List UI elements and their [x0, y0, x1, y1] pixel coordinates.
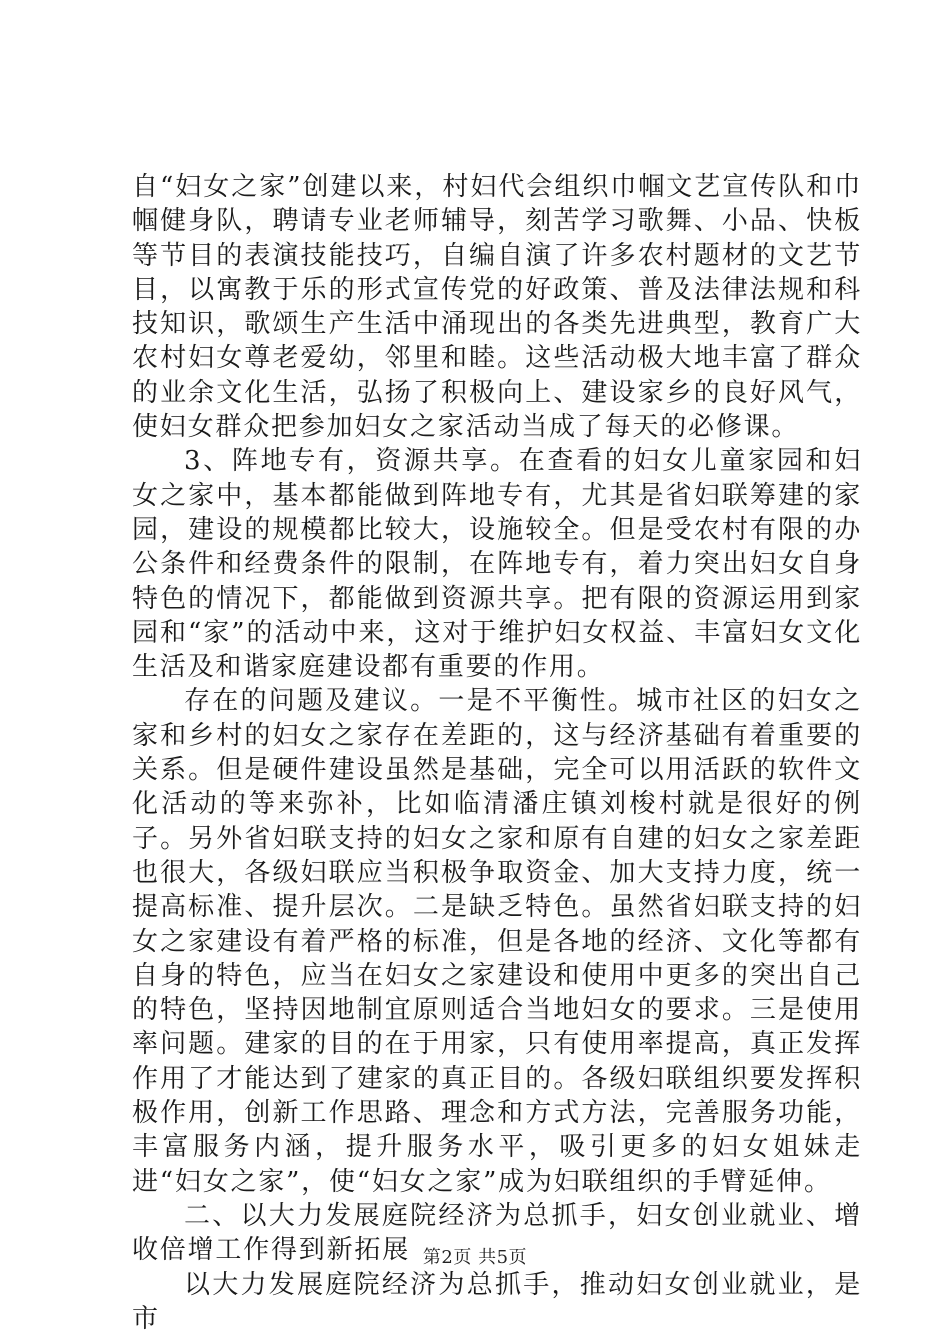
paragraph-problems-suggestions: 存在的问题及建议。一是不平衡性。城市社区的妇女之家和乡村的妇女之家存在差距的，这与经济基础有着重要的关系。但是硬件建设虽然是基础，完全可以用活跃的软件文化活动的等来弥补，比如临清潘庄镇刘梭村就是很好的例子。另外省妇联支持的妇女之家和原有自建的妇女之家差距也很大，各级妇联应当积极争取资金、加大支持力度，统一提高标准、提升层次。二是缺乏特色。虽然省妇联支持的妇女之家建设有着严格的标准，但是各地的经济、文化等都有自身的特色，应当在妇女之家建设和使用中更多的突出自己的特色，坚持因地制宜原则适合当地妇女的要求。三是使用率问题。建家的目的在于用家，只有使用率提高，真正发挥作用了才能达到了建家的真正目的。各级妇联组织要发挥积极作用，创新工作思路、理念和方式方法，完善服务功能，丰富服务内涵，提升服务水平，吸引更多的妇女姐妹走进“妇女之家”，使“妇女之家”成为妇联组织的手臂延伸。: [132, 686, 862, 1197]
paragraph-resource-sharing: 3、阵地专有，资源共享。在查看的妇女儿童家园和妇女之家中，基本都能做到阵地专有，尤其是省妇联筹建的家园，建设的规模都比较大，设施较全。但是受农村有限的办公条件和经费条件的限制，在阵地专有，着力突出妇女自身特色的情况下，都能做到资源共享。把有限的资源运用到家园和“家”的活动中来，这对于维护妇女权益、丰富妇女文化生活及和谐家庭建设都有重要的作用。: [132, 446, 862, 683]
page-number-footer: 第2页 共5页: [422, 1247, 528, 1268]
section-heading-courtyard-economy: 二、以大力发展庭院经济为总抓手，妇女创业就业、增收倍增工作得到新拓展: [132, 1200, 862, 1266]
paragraph-art-activities: 自“妇女之家”创建以来，村妇代会组织巾帼文艺宣传队和巾帼健身队，聘请专业老师辅导，刻苦学习歌舞、小品、快板等节目的表演技能技巧，自编自演了许多农村题材的文艺节目，以寓教于乐的形式宣传党的好政策、普及法律法规和科技知识，歌颂生产生活中涌现出的各类先进典型，教育广大农村妇女尊老爱幼，邻里和睦。这些活动极大地丰富了群众的业余文化生活，弘扬了积极向上、建设家乡的良好风气，使妇女群众把参加妇女之家活动当成了每天的必修课。: [132, 172, 862, 443]
paragraph-courtyard-economy-intro: 以大力发展庭院经济为总抓手，推动妇女创业就业，是市: [132, 1269, 862, 1334]
document-body: [132, 170, 862, 1336]
